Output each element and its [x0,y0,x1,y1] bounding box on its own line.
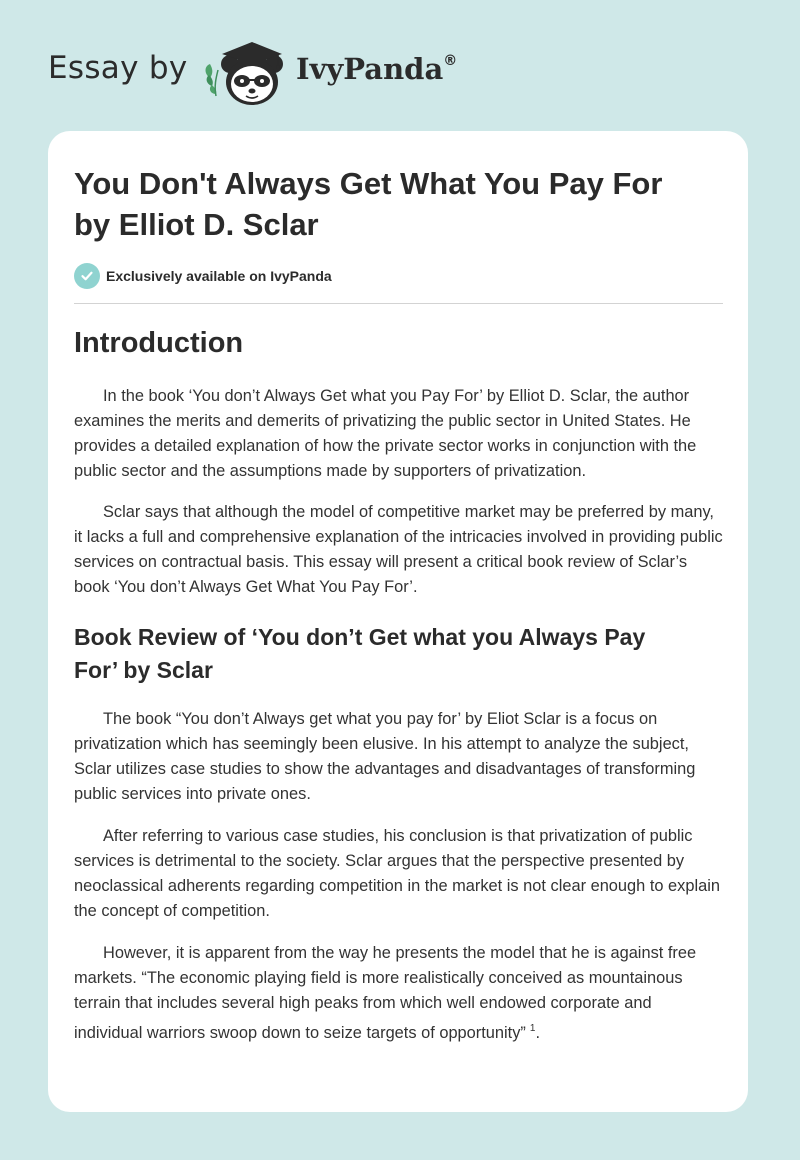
check-circle-icon [74,263,100,289]
heading-line-2: For’ by Sclar [74,657,213,683]
title-line-2: by Elliot D. Sclar [74,207,319,242]
paragraph-end: . [535,1024,541,1042]
site-header [0,0,800,130]
exclusive-label: Exclusively available on IvyPanda [106,268,332,284]
footnote-link[interactable]: 1 [529,1023,536,1034]
section-heading-introduction: Introduction [74,327,244,359]
registered-mark: ® [443,53,458,69]
paragraph: Sclar says that although the model of competitive market may be preferred by many, it lacks a full and comprehensive explanation of the intricacies involved in providing public services on contractual basis. This essay will present a critical book review of Sclar’s book ‘You don’t Always Get What You Pay For’. [74,503,723,596]
article-card [48,131,748,1112]
panda-logo-icon[interactable] [200,34,296,110]
heading-line-1: Book Review of ‘You don’t Get what you Always Pay [74,624,646,650]
brand-text: IvyPanda [296,52,444,86]
exclusive-badge [74,262,332,290]
essay-by-label: Essay by [48,50,188,86]
paragraph: After referring to various case studies, his conclusion is that privatization of public services is detrimental to the society. Sclar argues that the perspective presented by neoclassical adherents regarding competition in the market is not clear enough to explain the concept of competition. [74,827,720,920]
article-title [74,163,734,245]
divider [74,303,723,304]
section-heading-book-review [74,621,724,687]
paragraph: The book “You don’t Always get what you pay for’ by Eliot Sclar is a focus on privatization which has seemingly been elusive. In his attempt to analyze the subject, Sclar utilizes case studies to show the advantages and disadvantages of transforming public services into private ones. [74,710,696,803]
brand-name[interactable] [296,52,457,86]
article-body [74,323,724,1046]
paragraph-with-footnote [74,941,724,1046]
paragraph: In the book ‘You don’t Always Get what you Pay For’ by Elliot D. Sclar, the author examines the merits and demerits of privatizing the public sector in United States. He provides a detailed explanation of how the private sector works in conjunction with the public sector and the assumptions made by supporters of privatization. [74,387,697,480]
title-line-1: You Don't Always Get What You Pay For [74,166,663,201]
paragraph-text: However, it is apparent from the way he presents the model that he is against free markets. “The economic playing field is more realistically conceived as mountainous terrain that includes several high peaks from which well endowed corporate and individual warriors swoop down to seize targets of opportunity” [74,944,697,1042]
